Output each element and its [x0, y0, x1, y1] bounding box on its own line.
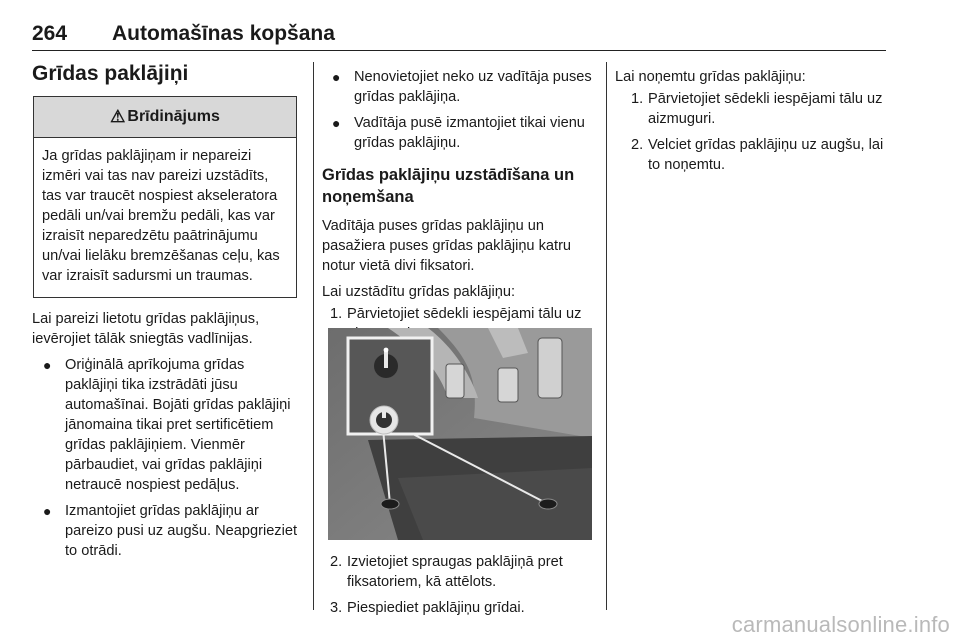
- page-header: [32, 20, 886, 51]
- bullet-icon: ●: [43, 503, 52, 519]
- remove-steps: [615, 89, 891, 175]
- col3-content: [615, 67, 891, 175]
- list-item: ● Oriģinālā aprīkojuma grīdas paklājiņi tika izstrādāti jūsu automašīnai. Bojāti grīdas paklājiņi jānomaina tikai pret sertificētiem grīdas paklājiņiem. Vienmēr pārbaudiet, vai grīdas paklājiņi netraucē nospiest pedāļus.: [43, 357, 291, 493]
- col2-content: [322, 67, 596, 344]
- column-divider-2: [606, 62, 607, 610]
- list-item: ● Izmantojiet grīdas paklājiņu ar pareizo pusi uz augšu. Neapgrieziet to otrādi.: [43, 503, 298, 559]
- warning-heading: [34, 97, 296, 138]
- col1-content: [32, 309, 300, 561]
- list-item: 1. Pārvietojiet sēdekli iespējami tālu uz aizmuguri.: [631, 91, 883, 127]
- list-item: 3. Piespiediet paklājiņu grīdai.: [330, 600, 525, 616]
- page-number: 264: [32, 22, 68, 45]
- bullet-icon: ●: [332, 115, 341, 131]
- retainer-paragraph: Vadītāja puses grīdas paklājiņu un pasažiera puses grīdas paklājiņu katru notur vietā divi fiksatori.: [322, 218, 572, 274]
- section-title: Grīdas paklājiņi: [32, 62, 189, 85]
- list-item: ● Vadītāja pusē izmantojiet tikai vienu grīdas paklājiņu.: [332, 115, 585, 151]
- warning-box: [33, 96, 297, 298]
- chapter-title: Automašīnas kopšana: [112, 22, 335, 45]
- bullet-icon: ●: [332, 69, 341, 85]
- intro-paragraph: Lai pareizi lietotu grīdas paklājiņus, ievērojiet tālāk sniegtās vadlīnijas.: [32, 311, 260, 347]
- guidelines-list: [32, 355, 300, 561]
- warning-triangle-icon: ⚠: [110, 107, 126, 126]
- install-subheading: Grīdas paklājiņu uzstādīšana un noņemšana: [322, 166, 575, 206]
- column-divider-1: [313, 62, 314, 610]
- precautions-list: [322, 67, 596, 153]
- floor-mat-illustration: [328, 328, 592, 540]
- bullet-icon: ●: [43, 357, 52, 373]
- col2-steps-continued: [322, 552, 596, 618]
- warning-text: Ja grīdas paklājiņam ir nepareizi izmēri vai tas nav pareizi uzstādīts, tas var traucēt nospiest akseleratora pedāli un/vai bremžu pedāli, kas var izraisīt neparedzētu paātrinājumu un/vai lielāku bremzēšanas ceļu, kas var izraisīt sadursmi un traumas.: [42, 148, 280, 284]
- site-watermark: carmanualsonline.info: [731, 612, 950, 637]
- list-item: 2. Izvietojiet spraugas paklājiņā pret fiksatoriem, kā attēlots.: [330, 554, 563, 590]
- install-steps-continued: [322, 552, 596, 618]
- list-item: ● Nenovietojiet neko uz vadītāja puses grīdas paklājiņa.: [332, 69, 592, 105]
- list-item: 1. Pārvietojiet sēdekli iespējami tālu uz: [330, 306, 582, 322]
- warning-heading-text: Brīdinājums: [127, 108, 220, 125]
- remove-intro: Lai noņemtu grīdas paklājiņu:: [615, 69, 806, 85]
- install-intro: Lai uzstādītu grīdas paklājiņu:: [322, 284, 516, 300]
- list-item: 2. Velciet grīdas paklājiņu uz augšu, lai to noņemtu.: [631, 137, 884, 173]
